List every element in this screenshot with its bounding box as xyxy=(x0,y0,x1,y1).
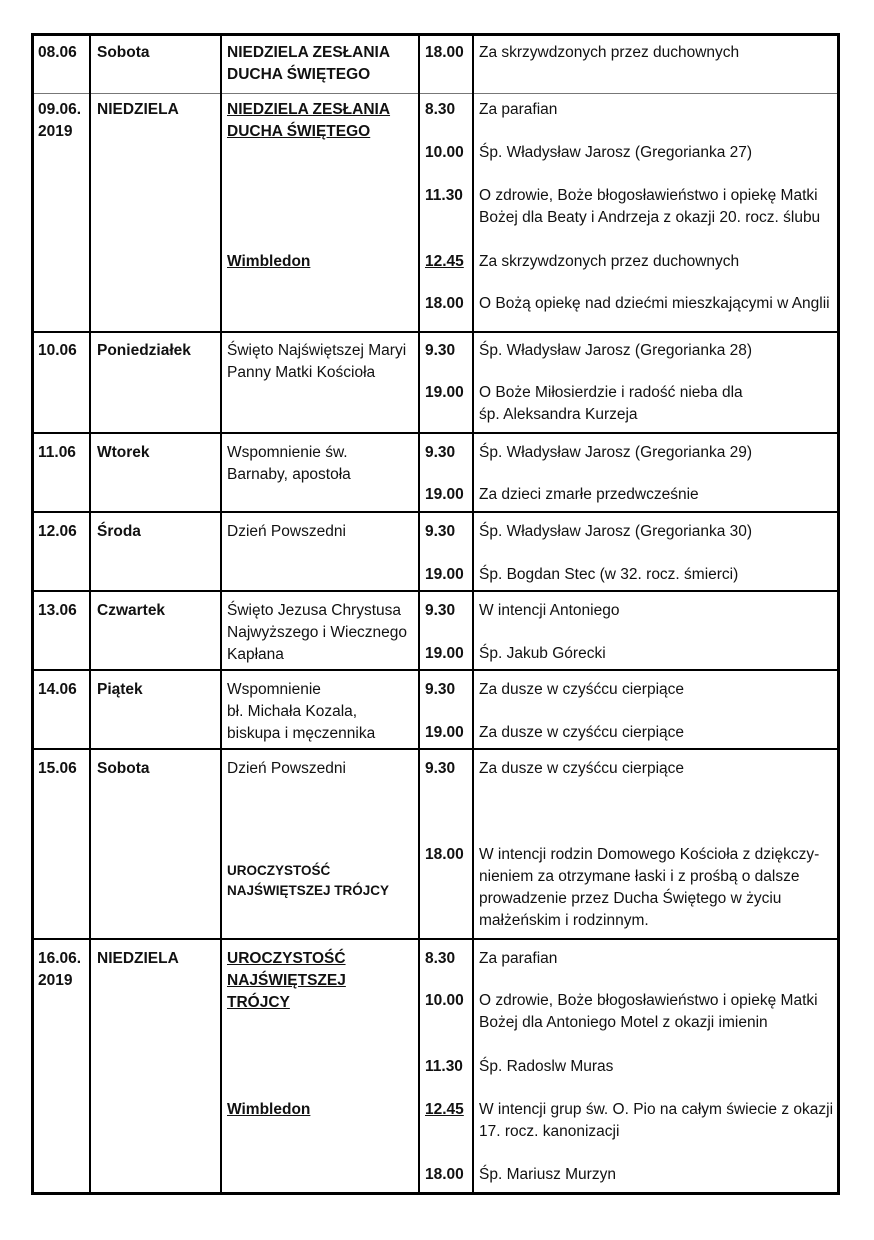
mass-time: 19.00 xyxy=(425,566,464,583)
mass-intention: Śp. Władysław Jarosz (Gregorianka 28) xyxy=(479,342,753,359)
mass-time: 19.00 xyxy=(425,486,464,503)
table-border-top xyxy=(31,33,840,36)
mass-intention: Za parafian xyxy=(479,950,558,967)
feast-line: Wspomnienie xyxy=(227,681,321,698)
mass-time: 9.30 xyxy=(425,342,456,359)
mass-time: 9.30 xyxy=(425,523,456,540)
mass-intention: nieniem za otrzymane łaski i z prośbą o dalsze xyxy=(479,868,800,885)
mass-intention: Śp. Władysław Jarosz (Gregorianka 30) xyxy=(479,523,753,540)
feast-line: TRÓJCY xyxy=(227,994,290,1011)
mass-time: 9.30 xyxy=(425,444,456,461)
mass-time: 8.30 xyxy=(425,950,456,967)
feast-line: DUCHA ŚWIĘTEGO xyxy=(227,123,371,140)
table-border-bottom xyxy=(31,1192,840,1195)
feast-line: NAJŚWIĘTSZEJ xyxy=(227,972,346,989)
feast-line: Święto Jezusa Chrystusa xyxy=(227,602,402,619)
weekday-cell: Sobota xyxy=(97,44,150,61)
mass-intention: Śp. Władysław Jarosz (Gregorianka 27) xyxy=(479,144,753,161)
row-divider xyxy=(31,590,840,592)
mass-intention: W intencji grup św. O. Pio na całym świecie z okazji xyxy=(479,1101,834,1118)
mass-time: 12.45 xyxy=(425,253,464,270)
column-divider xyxy=(418,33,420,1195)
mass-intention: W intencji rodzin Domowego Kościoła z dziękczy- xyxy=(479,846,820,863)
column-divider xyxy=(89,33,91,1195)
feast-line: Barnaby, apostoła xyxy=(227,466,351,483)
mass-intention: O Bożą opiekę nad dziećmi mieszkającymi w Anglii xyxy=(479,295,830,312)
mass-time: 9.30 xyxy=(425,602,456,619)
feast-line: NAJŚWIĘTSZEJ TRÓJCY xyxy=(227,883,390,898)
mass-intention: W intencji Antoniego xyxy=(479,602,620,619)
row-divider xyxy=(31,511,840,513)
weekday-cell: NIEDZIELA xyxy=(97,101,179,118)
mass-time: 19.00 xyxy=(425,645,464,662)
location-label: Wimbledon xyxy=(227,1101,311,1118)
mass-time: 18.00 xyxy=(425,1166,464,1183)
date-cell: 15.06 xyxy=(38,760,77,777)
mass-intention: Za skrzywdzonych przez duchownych xyxy=(479,253,740,270)
row-divider xyxy=(31,669,840,671)
date-cell: 09.06. xyxy=(38,101,82,118)
date-cell: 10.06 xyxy=(38,342,77,359)
mass-time: 10.00 xyxy=(425,992,464,1009)
weekday-cell: Poniedziałek xyxy=(97,342,191,359)
date-cell: 16.06. xyxy=(38,950,82,967)
mass-intention: Za parafian xyxy=(479,101,558,118)
mass-intention: Za dzieci zmarłe przedwcześnie xyxy=(479,486,699,503)
mass-intention: O zdrowie, Boże błogosławieństwo i opiekę Matki xyxy=(479,187,818,204)
date-cell: 11.06 xyxy=(38,444,76,461)
date-cell: 12.06 xyxy=(38,523,77,540)
feast-line: Dzień Powszedni xyxy=(227,760,346,777)
feast-line: bł. Michała Kozala, xyxy=(227,703,358,720)
weekday-cell: Piątek xyxy=(97,681,143,698)
feast-line: Wspomnienie św. xyxy=(227,444,348,461)
mass-time: 9.30 xyxy=(425,681,456,698)
mass-intention: Za dusze w czyśćcu cierpiące xyxy=(479,760,685,777)
feast-line: Dzień Powszedni xyxy=(227,523,346,540)
row-divider xyxy=(31,93,840,94)
mass-intention: 17. rocz. kanonizacji xyxy=(479,1123,620,1140)
feast-line: UROCZYSTOŚĆ xyxy=(227,950,346,967)
row-divider xyxy=(31,748,840,750)
mass-time: 9.30 xyxy=(425,760,456,777)
location-label: Wimbledon xyxy=(227,253,311,270)
year-cell: 2019 xyxy=(38,972,73,989)
mass-intention: prowadzenie przez Ducha Świętego w życiu xyxy=(479,890,782,907)
date-cell: 13.06 xyxy=(38,602,77,619)
table-border-right xyxy=(837,33,840,1195)
weekday-cell: Sobota xyxy=(97,760,150,777)
mass-time: 8.30 xyxy=(425,101,456,118)
mass-intention: Bożej dla Antoniego Motel z okazji imienin xyxy=(479,1014,768,1031)
mass-time: 18.00 xyxy=(425,44,464,61)
weekday-cell: Wtorek xyxy=(97,444,150,461)
feast-line: UROCZYSTOŚĆ xyxy=(227,863,331,878)
mass-intention: Za dusze w czyśćcu cierpiące xyxy=(479,724,685,741)
mass-time: 19.00 xyxy=(425,384,464,401)
mass-intention: Śp. Władysław Jarosz (Gregorianka 29) xyxy=(479,444,753,461)
mass-intention: Za skrzywdzonych przez duchownych xyxy=(479,44,740,61)
feast-line: Kapłana xyxy=(227,646,284,663)
mass-intention: Za dusze w czyśćcu cierpiące xyxy=(479,681,685,698)
feast-line: biskupa i męczennika xyxy=(227,725,376,742)
feast-line: NIEDZIELA ZESŁANIA xyxy=(227,101,391,118)
feast-line: Najwyższego i Wiecznego xyxy=(227,624,408,641)
mass-time: 19.00 xyxy=(425,724,464,741)
mass-intention: małżeńskim i rodzinnym. xyxy=(479,912,649,929)
date-cell: 14.06 xyxy=(38,681,77,698)
feast-line: Święto Najświętszej Maryi xyxy=(227,342,407,359)
feast-line: Panny Matki Kościoła xyxy=(227,364,376,381)
weekday-cell: NIEDZIELA xyxy=(97,950,179,967)
table-border-left xyxy=(31,33,34,1195)
date-cell: 08.06 xyxy=(38,44,77,61)
mass-intention: O Boże Miłosierdzie i radość nieba dla xyxy=(479,384,743,401)
mass-intention: Bożej dla Beaty i Andrzeja z okazji 20. rocz. ślubu xyxy=(479,209,821,226)
weekday-cell: Czwartek xyxy=(97,602,166,619)
mass-time: 12.45 xyxy=(425,1101,464,1118)
column-divider xyxy=(220,33,222,1195)
mass-time: 11.30 xyxy=(425,1058,463,1075)
mass-intention: śp. Aleksandra Kurzeja xyxy=(479,406,638,423)
year-cell: 2019 xyxy=(38,123,73,140)
row-divider xyxy=(31,938,840,940)
weekday-cell: Środa xyxy=(97,523,141,540)
mass-time: 11.30 xyxy=(425,187,463,204)
row-divider xyxy=(31,432,840,434)
mass-intention: Śp. Bogdan Stec (w 32. rocz. śmierci) xyxy=(479,566,739,583)
mass-intention: Śp. Jakub Górecki xyxy=(479,645,606,662)
mass-time: 18.00 xyxy=(425,295,464,312)
mass-intention: Śp. Mariusz Murzyn xyxy=(479,1166,616,1183)
row-divider xyxy=(31,331,840,333)
mass-time: 10.00 xyxy=(425,144,464,161)
feast-line: DUCHA ŚWIĘTEGO xyxy=(227,66,371,83)
mass-time: 18.00 xyxy=(425,846,464,863)
feast-line: NIEDZIELA ZESŁANIA xyxy=(227,44,391,61)
column-divider xyxy=(472,33,474,1195)
mass-intention: O zdrowie, Boże błogosławieństwo i opiekę Matki xyxy=(479,992,818,1009)
mass-intention: Śp. Radoslw Muras xyxy=(479,1058,614,1075)
